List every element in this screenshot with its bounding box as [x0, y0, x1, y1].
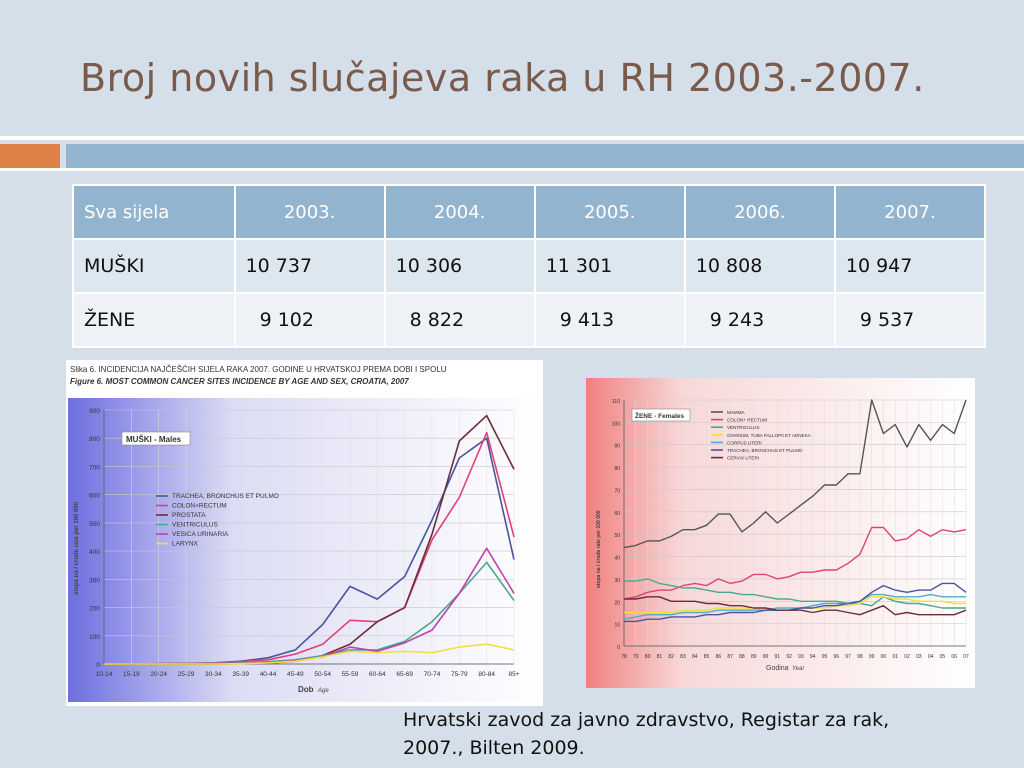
- x-tick-label: 95: [821, 654, 828, 660]
- y-tick-label: 10: [614, 622, 620, 629]
- x-tick-label: 04: [927, 654, 934, 660]
- x-tick-label: 94: [809, 654, 816, 660]
- y-tick-label: 900: [89, 408, 100, 415]
- y-tick-label: 400: [89, 549, 100, 557]
- y-axis-label: stopa na / crude rate per 100 000: [596, 510, 602, 588]
- x-tick-label: 98: [857, 654, 863, 660]
- table-cell: 9 537: [835, 293, 985, 347]
- x-tick-label: 40-44: [259, 671, 277, 678]
- x-tick-label: 06: [951, 654, 957, 660]
- x-tick-label: 81: [656, 654, 663, 660]
- x-tick-label: 07: [963, 654, 969, 660]
- y-tick-label: 40: [614, 555, 620, 562]
- x-tick-label: 85+: [508, 671, 520, 678]
- x-tick-label: 96: [833, 654, 840, 660]
- table-row: [73, 293, 985, 347]
- legend-label: LARYNX: [172, 540, 198, 548]
- x-tick-label: 75-79: [451, 671, 468, 678]
- x-tick-label: 79: [633, 654, 639, 660]
- table-cell: 10 947: [835, 239, 985, 293]
- x-tick-label: 90: [762, 654, 769, 660]
- y-tick-label: 70: [614, 488, 620, 495]
- panel-label: ŽENE - Females: [635, 413, 685, 420]
- x-tick-label: 20-24: [150, 671, 167, 678]
- y-tick-label: 20: [614, 600, 620, 607]
- males-chart-svg: [66, 360, 543, 706]
- y-tick-label: 80: [614, 466, 620, 473]
- table-row: [73, 239, 985, 293]
- legend-label: OVARIUM, TUBA FALLOPII ET ADNEKA: [727, 432, 811, 438]
- y-tick-label: 100: [611, 421, 620, 428]
- table-header-cell: Sva sijela: [73, 185, 235, 239]
- x-axis-label: Dob: [298, 685, 314, 694]
- x-tick-label: 10-14: [95, 671, 113, 678]
- table-header-row: [73, 185, 985, 239]
- legend-label: VENTRICULUS: [727, 425, 760, 431]
- accent-divider: [0, 168, 1024, 171]
- x-tick-label: 55-59: [341, 671, 359, 678]
- x-tick-label: 00: [880, 654, 887, 660]
- x-tick-label: 05: [939, 654, 946, 660]
- x-tick-label: 60-64: [369, 671, 386, 678]
- x-tick-label: 97: [845, 654, 851, 660]
- table-cell: 8 822: [385, 293, 535, 347]
- table-header-cell: 2003.: [235, 185, 385, 239]
- y-tick-label: 700: [89, 464, 100, 472]
- legend-label: CERVIX UTERI: [727, 455, 760, 461]
- table-cell: 10 808: [685, 239, 835, 293]
- x-tick-label: 93: [798, 654, 804, 660]
- x-tick-label: 15-19: [123, 671, 140, 678]
- legend-label: MAMMA: [727, 410, 745, 415]
- x-tick-label: 83: [680, 654, 686, 660]
- x-tick-label: 02: [904, 654, 910, 660]
- chart-caption-hr: Slika 6. INCIDENCIJA NAJČEŠĆIH SIJELA RAKA 2007. GODINE U HRVATSKOJ PREMA DOBI I SPOLU: [70, 365, 447, 374]
- legend-label: VENTRICULUS: [172, 521, 218, 529]
- x-tick-label: 91: [774, 654, 781, 660]
- table-header-cell: 2005.: [535, 185, 685, 239]
- y-tick-label: 50: [614, 533, 620, 540]
- x-axis-label-en: Year: [792, 666, 805, 672]
- x-tick-label: 82: [668, 654, 674, 660]
- x-tick-label: 78: [621, 654, 627, 660]
- y-tick-label: 600: [89, 492, 100, 500]
- x-tick-label: 99: [868, 654, 875, 660]
- chart-background: [586, 378, 975, 688]
- y-tick-label: 300: [89, 577, 100, 585]
- table-cell: 9 413: [535, 293, 685, 347]
- y-tick-label: 0: [617, 645, 620, 651]
- x-tick-label: 65-69: [396, 671, 413, 678]
- legend-label: CORPUS UTERI: [727, 440, 762, 446]
- x-axis-label: Godina: [766, 665, 789, 672]
- y-axis-label: stopa na / crude rate per 100 000: [74, 501, 80, 595]
- y-tick-label: 60: [614, 510, 620, 517]
- source-line: 2007., Bilten 2009.: [403, 737, 585, 759]
- accent-bar-blue: [66, 144, 1024, 168]
- x-tick-label: 86: [715, 654, 722, 660]
- legend-label: PROSTATA: [172, 512, 206, 519]
- accent-bar-orange: [0, 144, 60, 168]
- y-tick-label: 30: [614, 577, 620, 584]
- x-tick-label: 85: [703, 654, 710, 660]
- incidence-table: [72, 184, 986, 348]
- males-age-chart: [66, 360, 543, 706]
- legend-label: TRACHEA, BRONCHUS ET PULMO: [727, 448, 803, 453]
- slide-title: Broj novih slučajeva raka u RH 2003.-2007.: [80, 56, 925, 100]
- y-tick-label: 0: [96, 662, 100, 669]
- x-tick-label: 35-39: [232, 671, 249, 678]
- y-tick-label: 100: [89, 633, 100, 641]
- females-year-chart: [586, 378, 975, 688]
- row-label: MUŠKI: [73, 239, 235, 293]
- source-citation: [403, 706, 1003, 762]
- x-tick-label: 45-49: [287, 671, 304, 678]
- x-tick-label: 92: [786, 654, 792, 660]
- x-tick-label: 50-54: [314, 671, 331, 678]
- table-cell: 11 301: [535, 239, 685, 293]
- x-tick-label: 80: [644, 654, 651, 660]
- x-tick-label: 84: [691, 654, 698, 660]
- x-tick-label: 01: [892, 654, 899, 660]
- females-chart-svg: [586, 378, 975, 688]
- y-tick-label: 800: [89, 436, 100, 444]
- legend-label: TRACHEA, BRONCHUS ET PULMO: [172, 493, 279, 500]
- chart-caption-en: Figure 6. MOST COMMON CANCER SITES INCIDENCE BY AGE AND SEX, CROATIA, 2007: [70, 377, 409, 386]
- y-tick-label: 110: [612, 399, 620, 405]
- title-divider: [0, 136, 1024, 140]
- legend-label: VESICA URINARIA: [172, 531, 229, 538]
- x-tick-label: 30-34: [205, 671, 222, 678]
- row-label: ŽENE: [73, 293, 235, 347]
- table-header-cell: 2006.: [685, 185, 835, 239]
- legend-label: COLON+RECTUM: [172, 502, 227, 510]
- source-line: Hrvatski zavod za javno zdravstvo, Registar za rak,: [403, 709, 890, 731]
- table-cell: 9 243: [685, 293, 835, 347]
- table-header-cell: 2007.: [835, 185, 985, 239]
- x-tick-label: 70-74: [423, 671, 441, 678]
- table-cell: 10 306: [385, 239, 535, 293]
- legend-label: COLON+ RECTUM: [727, 417, 767, 423]
- y-tick-label: 200: [89, 605, 100, 613]
- panel-label: MUŠKI - Males: [126, 435, 182, 444]
- y-tick-label: 500: [89, 520, 100, 528]
- x-tick-label: 87: [727, 654, 733, 660]
- table-header-cell: 2004.: [385, 185, 535, 239]
- x-tick-label: 80-84: [478, 671, 495, 678]
- table-cell: 9 102: [235, 293, 385, 347]
- y-tick-label: 90: [614, 443, 620, 450]
- x-axis-label-en: Age: [318, 688, 329, 694]
- x-tick-label: 03: [916, 654, 922, 660]
- table-cell: 10 737: [235, 239, 385, 293]
- x-tick-label: 88: [739, 654, 745, 660]
- x-tick-label: 25-29: [177, 671, 195, 678]
- x-tick-label: 89: [750, 654, 757, 660]
